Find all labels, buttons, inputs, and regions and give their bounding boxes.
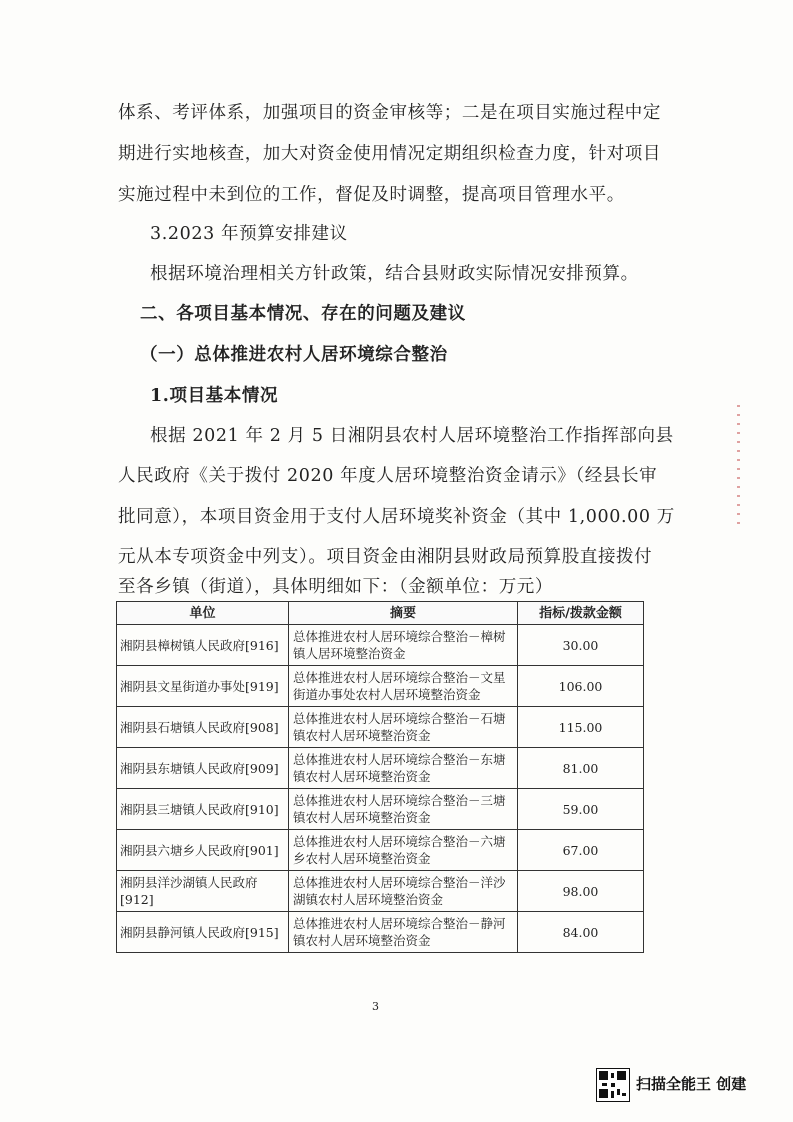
paragraph-line: 批同意），本项目资金用于支付人居环境奖补资金（其中 1,000.00 万 xyxy=(118,507,675,527)
paragraph-line: 根据 2021 年 2 月 5 日湘阴县农村人居环境整治工作指挥部向县 xyxy=(150,426,674,446)
cell-summary: 总体推进农村人居环境综合整治－静河镇农村人居环境整治资金 xyxy=(289,912,518,953)
cell-summary: 总体推进农村人居环境综合整治－石塘镇农村人居环境整治资金 xyxy=(289,707,518,748)
allocation-table xyxy=(116,601,644,953)
section-heading: 二、各项目基本情况、存在的问题及建议 xyxy=(140,304,466,324)
scanner-watermark: 扫描全能王 创建 xyxy=(636,1075,747,1093)
paragraph-line: 体系、考评体系，加强项目的资金审核等；二是在项目实施过程中定 xyxy=(118,103,661,123)
paragraph-line: 实施过程中未到位的工作，督促及时调整，提高项目管理水平。 xyxy=(118,185,625,205)
cell-amount: 67.00 xyxy=(518,830,644,871)
paragraph-line: 根据环境治理相关方针政策，结合县财政实际情况安排预算。 xyxy=(150,264,639,284)
table-row xyxy=(117,748,644,789)
paragraph-line: 人民政府《关于拨付 2020 年度人居环境整治资金请示》（经县长审 xyxy=(118,466,658,486)
cell-unit: 湘阴县三塘镇人民政府[910] xyxy=(117,789,289,830)
cell-summary: 总体推进农村人居环境综合整治－六塘乡农村人居环境整治资金 xyxy=(289,830,518,871)
cell-summary: 总体推进农村人居环境综合整治－文星街道办事处农村人居环境整治资金 xyxy=(289,666,518,707)
paragraph-line: 至各乡镇（街道），具体明细如下：（金额单位：万元） xyxy=(118,577,553,597)
cell-summary: 总体推进农村人居环境综合整治－樟树镇人居环境整治资金 xyxy=(289,625,518,666)
table-row xyxy=(117,912,644,953)
subsection-heading: （一）总体推进农村人居环境综合整治 xyxy=(140,345,448,365)
paragraph-line: 期进行实地核查，加大对资金使用情况定期组织检查力度，针对项目 xyxy=(118,144,661,164)
cell-amount: 30.00 xyxy=(518,625,644,666)
cell-unit: 湘阴县樟树镇人民政府[916] xyxy=(117,625,289,666)
cell-summary: 总体推进农村人居环境综合整治－三塘镇农村人居环境整治资金 xyxy=(289,789,518,830)
cell-summary: 总体推进农村人居环境综合整治－东塘镇农村人居环境整治资金 xyxy=(289,748,518,789)
cell-unit: 湘阴县洋沙湖镇人民政府[912] xyxy=(117,871,289,912)
cell-amount: 106.00 xyxy=(518,666,644,707)
header-summary: 摘要 xyxy=(289,602,518,625)
table-row xyxy=(117,830,644,871)
cell-amount: 59.00 xyxy=(518,789,644,830)
cell-unit: 湘阴县石塘镇人民政府[908] xyxy=(117,707,289,748)
header-amount: 指标/拨款金额 xyxy=(518,602,644,625)
table-row xyxy=(117,871,644,912)
table-row xyxy=(117,666,644,707)
cell-summary: 总体推进农村人居环境综合整治－洋沙湖镇农村人居环境整治资金 xyxy=(289,871,518,912)
cell-amount: 84.00 xyxy=(518,912,644,953)
cell-unit: 湘阴县静河镇人民政府[915] xyxy=(117,912,289,953)
cell-amount: 98.00 xyxy=(518,871,644,912)
cell-amount: 115.00 xyxy=(518,707,644,748)
table-row xyxy=(117,789,644,830)
cell-unit: 湘阴县六塘乡人民政府[901] xyxy=(117,830,289,871)
qr-code-icon xyxy=(596,1068,630,1102)
paragraph-line: 元从本专项资金中列支）。项目资金由湘阴县财政局预算股直接拨付 xyxy=(118,547,653,567)
page-number: 3 xyxy=(372,1000,379,1013)
table-row xyxy=(117,625,644,666)
cell-amount: 81.00 xyxy=(518,748,644,789)
cell-unit: 湘阴县东塘镇人民政府[909] xyxy=(117,748,289,789)
cell-unit: 湘阴县文星街道办事处[919] xyxy=(117,666,289,707)
table-row xyxy=(117,707,644,748)
basic-info-heading: 1.项目基本情况 xyxy=(150,386,279,406)
header-unit: 单位 xyxy=(117,602,289,625)
scan-edge-marks xyxy=(737,405,740,545)
table-header-row xyxy=(117,602,644,625)
budget-heading: 3.2023 年预算安排建议 xyxy=(150,224,348,244)
